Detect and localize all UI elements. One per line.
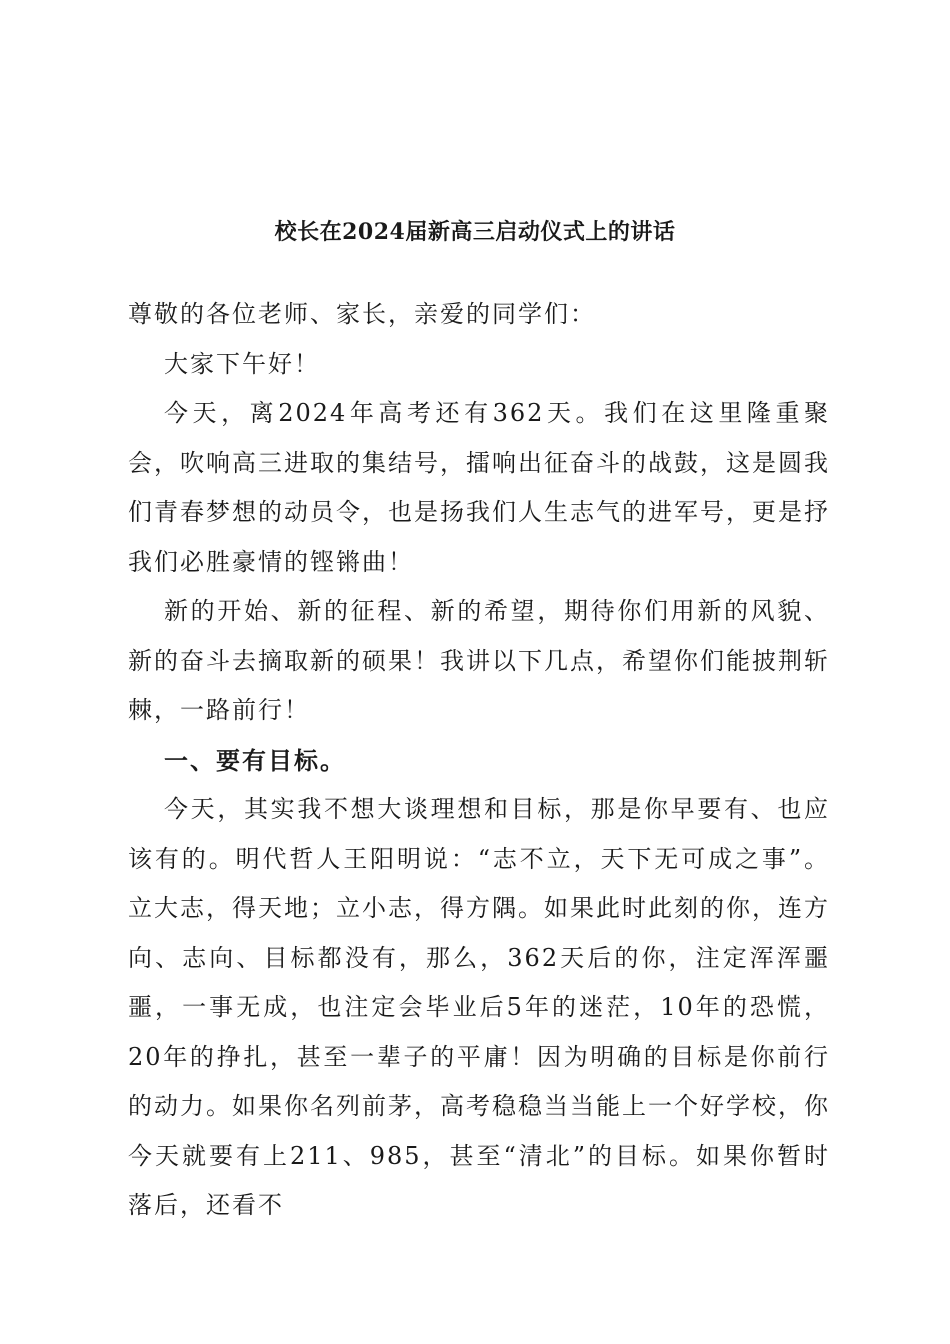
document-body bbox=[128, 290, 830, 1231]
document-title: 校长在2024届新高三启动仪式上的讲话 bbox=[274, 219, 676, 245]
salutation: 尊敬的各位老师、家长，亲爱的同学们： bbox=[128, 300, 596, 328]
paragraph: 今天，离2024年高考还有362天。我们在这里隆重聚会，吹响高三进取的集结号，擂响出征奋斗的战鼓，这是圆我们青春梦想的动员令，也是扬我们人生志气的进军号，更是抒我们必胜豪情的铿锵曲！ bbox=[128, 399, 830, 576]
section-heading: 一、要有目标。 bbox=[164, 745, 346, 775]
paragraph: 今天，其实我不想大谈理想和目标，那是你早要有、也应该有的。明代哲人王阳明说：“志不立，天下无可成之事”。立大志，得天地；立小志，得方隅。如果此时此刻的你，连方向、志向、目标都没有，那么，362天后的你，注定浑浑噩噩，一事无成，也注定会毕业后5年的迷茫，10年的恐慌，20年的挣扎，甚至一辈子的平庸！因为明确的目标是你前行的动力。如果你名列前茅，高考稳稳当当能上一个好学校，你今天就要有上211、985，甚至“清北”的目标。如果你暂时落后，还看不 bbox=[128, 795, 830, 1219]
paragraph: 新的开始、新的征程、新的希望，期待你们用新的风貌、新的奋斗去摘取新的硕果！我讲以下几点，希望你们能披荆斩棘，一路前行！ bbox=[128, 597, 830, 724]
greeting: 大家下午好！ bbox=[164, 349, 320, 378]
